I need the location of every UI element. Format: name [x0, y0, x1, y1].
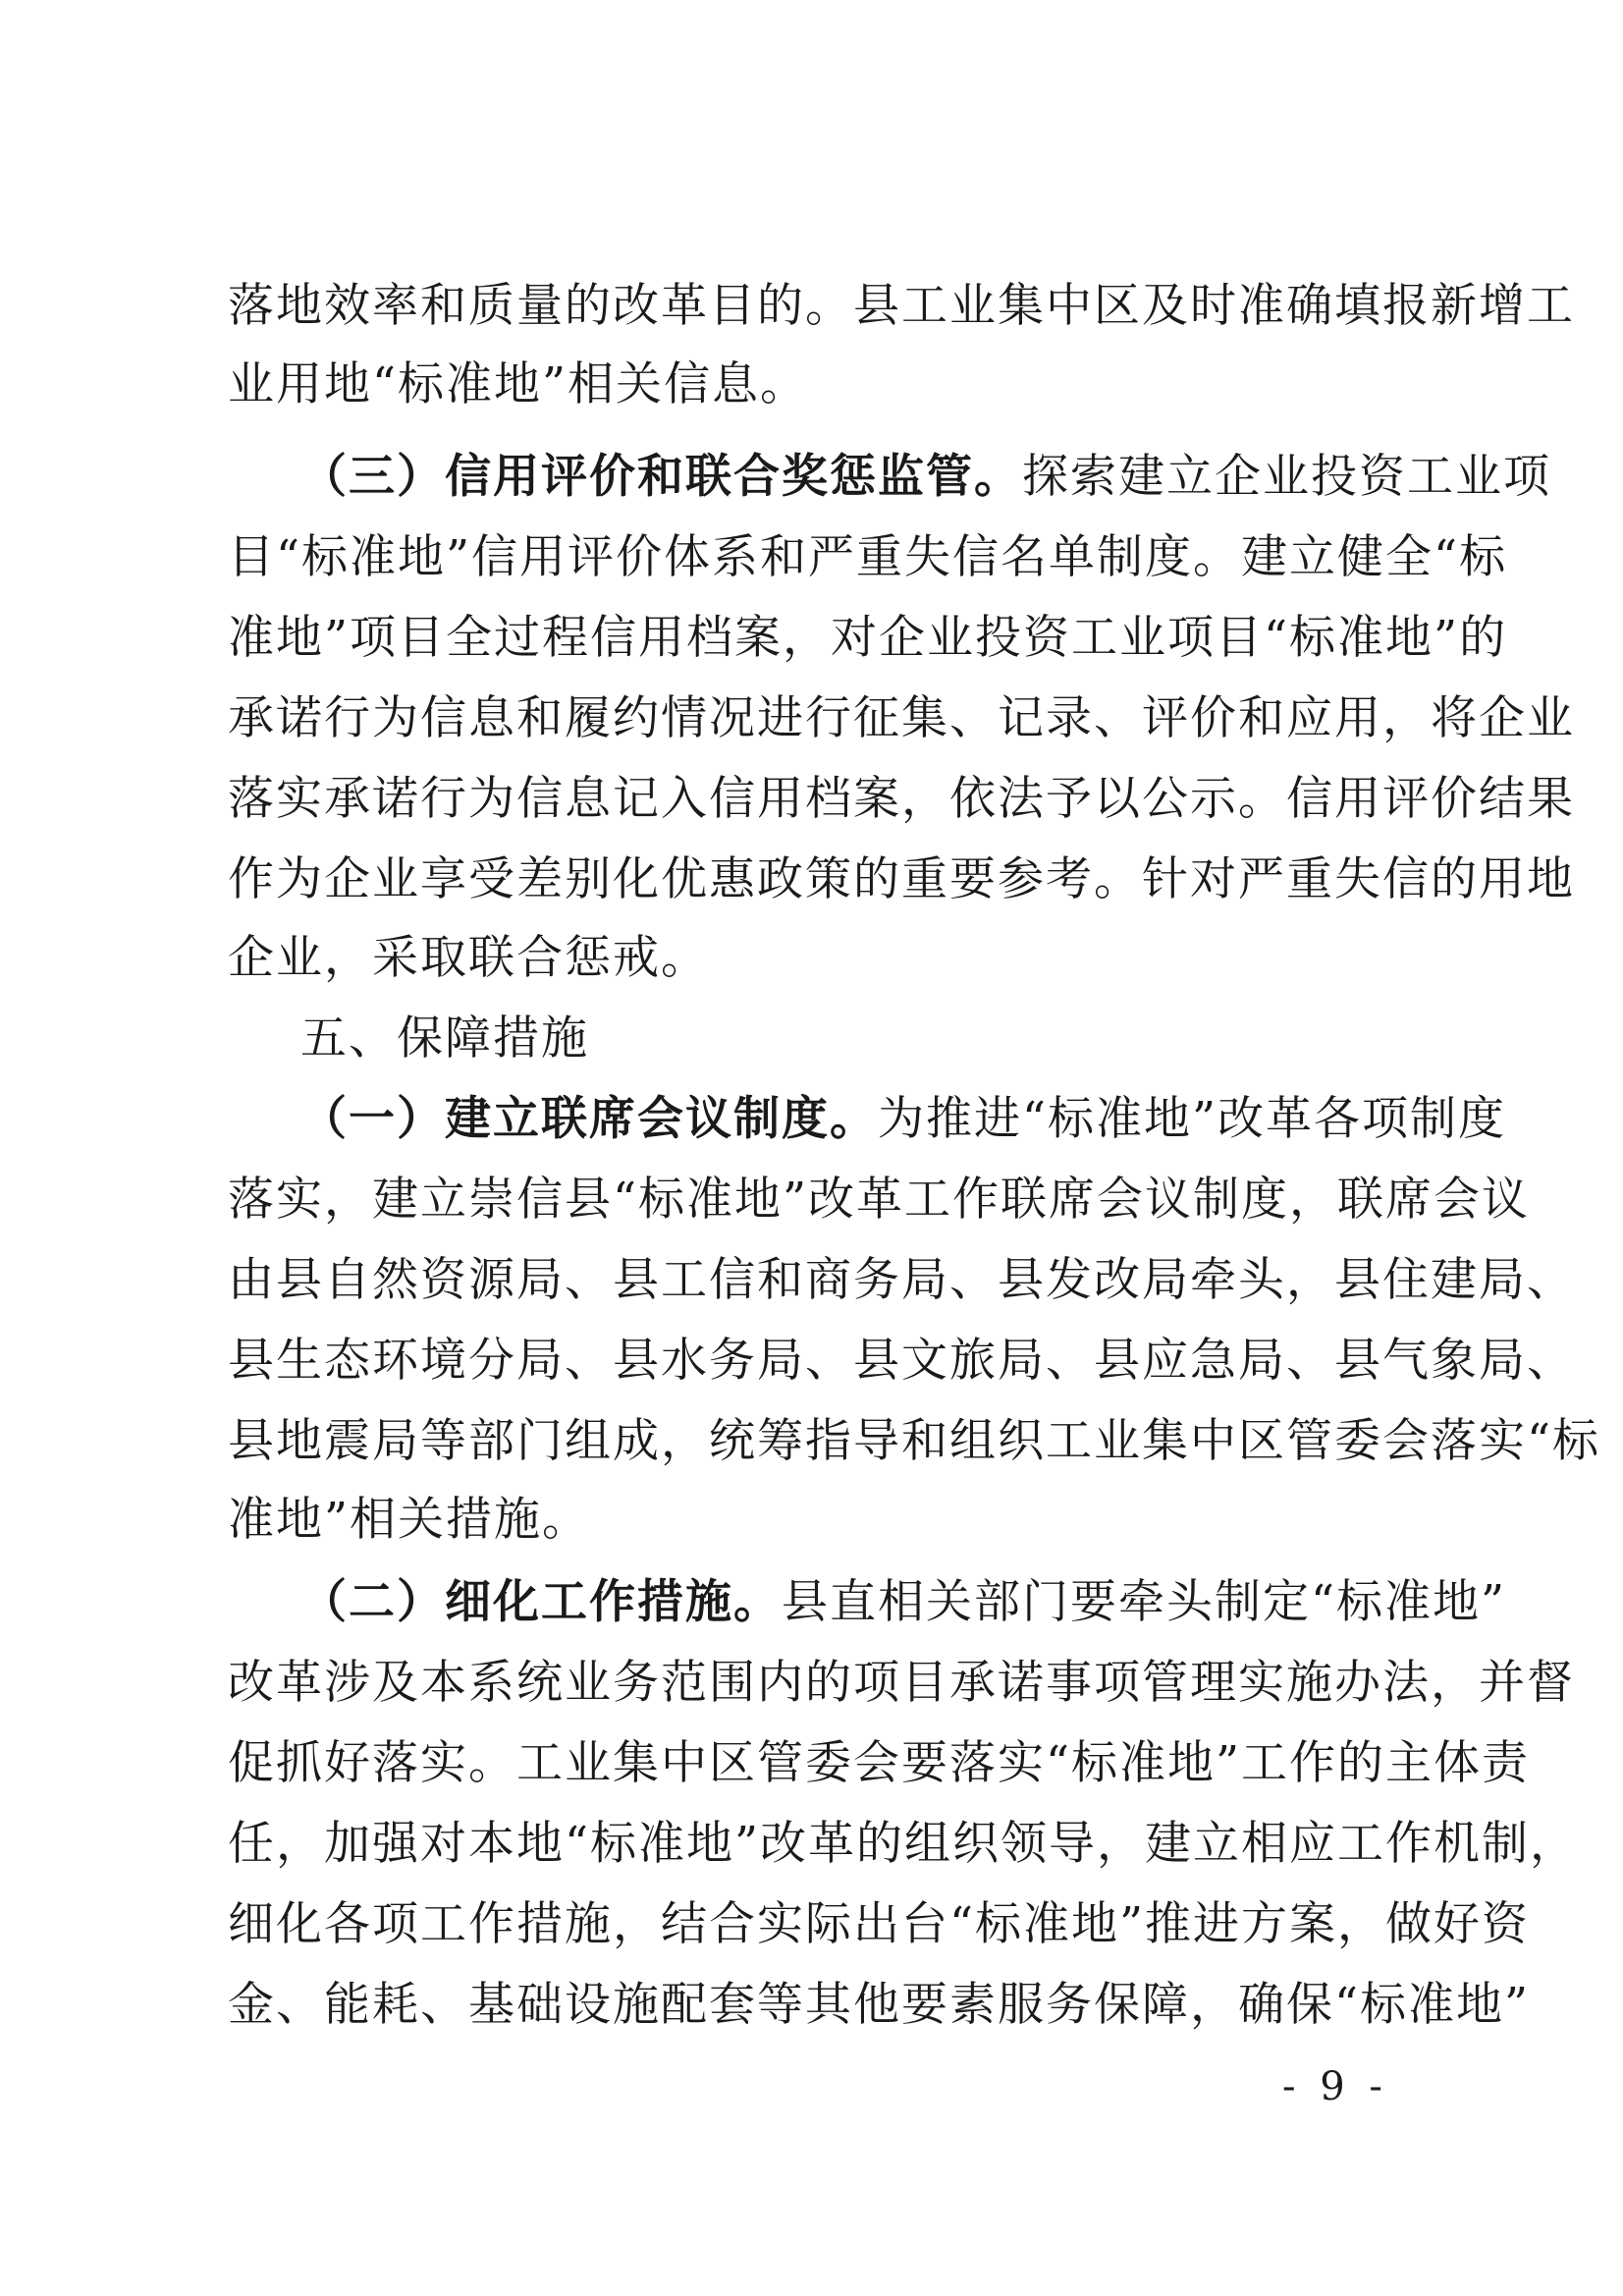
para2-line-5: 落实承诺行为信息记入信用档案，依法予以公示。信用评价结果 — [228, 772, 1575, 826]
para2-heading: （三）信用评价和联合奖惩监管。 — [300, 450, 1022, 504]
para1-line-2: 业用地“标准地”相关信息。 — [228, 357, 809, 411]
section-heading: 五、保障措施 — [300, 1011, 589, 1066]
para4-line-6: 金、能耗、基础设施配套等其他要素服务保障，确保“标准地” — [228, 1978, 1531, 2032]
page-number: - 9 - — [1282, 2064, 1388, 2109]
para3-line-1 — [300, 1090, 1507, 1149]
para3-line-3: 由县自然资源局、县工信和商务局、县发改局牵头，县住建局、 — [228, 1253, 1575, 1307]
para4-line-5: 细化各项工作措施，结合实际出台“标准地”推进方案，做好资 — [228, 1897, 1531, 1951]
para2-line-1-text: 探索建立企业投资工业项 — [1022, 450, 1551, 504]
para4-line-3: 促抓好落实。工业集中区管委会要落实“标准地”工作的主体责 — [228, 1736, 1531, 1790]
para3-line-4: 县生态环境分局、县水务局、县文旅局、县应急局、县气象局、 — [228, 1334, 1575, 1388]
para2-line-7: 企业，采取联合惩戒。 — [228, 931, 709, 985]
para4-line-4: 任，加强对本地“标准地”改革的组织领导，建立相应工作机制， — [228, 1817, 1579, 1871]
para1-line-1: 落地效率和质量的改革目的。县工业集中区及时准确填报新增工 — [228, 279, 1575, 333]
para4-line-1-text: 县直相关部门要牵头制定“标准地” — [782, 1575, 1507, 1629]
para2-line-1 — [300, 448, 1551, 507]
para2-line-4: 承诺行为信息和履约情况进行征集、记录、评价和应用，将企业 — [228, 691, 1575, 745]
para4-line-1 — [300, 1573, 1507, 1632]
para3-line-5: 县地震局等部门组成，统筹指导和组织工业集中区管委会落实“标 — [228, 1414, 1601, 1468]
para3-line-2: 落实，建立崇信县“标准地”改革工作联席会议制度，联席会议 — [228, 1173, 1531, 1227]
para4-heading: （二）细化工作措施。 — [300, 1575, 782, 1629]
para3-line-1-text: 为推进“标准地”改革各项制度 — [878, 1092, 1507, 1146]
para2-line-6: 作为企业享受差别化优惠政策的重要参考。针对严重失信的用地 — [228, 852, 1575, 906]
para4-line-2: 改革涉及本系统业务范围内的项目承诺事项管理实施办法，并督 — [228, 1656, 1575, 1710]
para2-line-3: 准地”项目全过程信用档案，对企业投资工业项目“标准地”的 — [228, 611, 1508, 665]
para3-line-6: 准地”相关措施。 — [228, 1493, 591, 1547]
para3-heading: （一）建立联席会议制度。 — [300, 1092, 878, 1146]
para2-line-2: 目“标准地”信用评价体系和严重失信名单制度。建立健全“标 — [228, 530, 1508, 584]
